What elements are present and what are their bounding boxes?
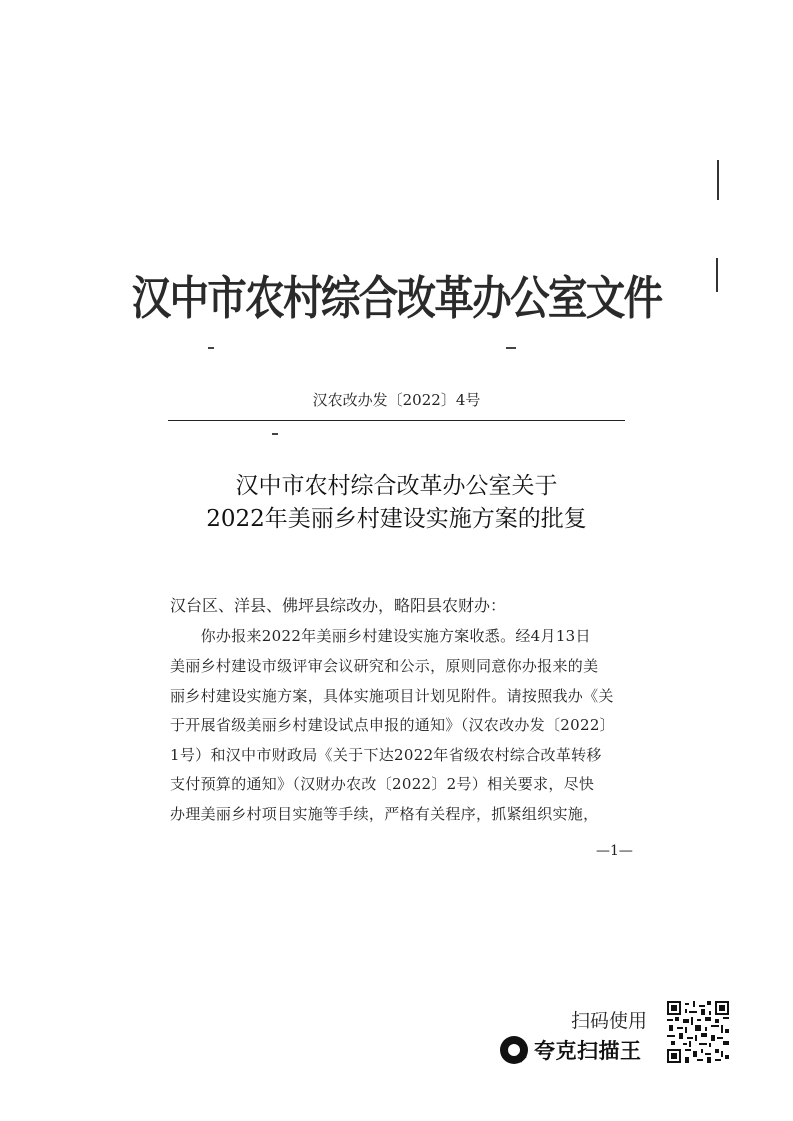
scanner-brand (500, 1035, 642, 1065)
quark-logo-icon (500, 1036, 528, 1064)
document-title-line: 2022年美丽乡村建设实施方案的批复 (206, 506, 587, 532)
body-text-line: 美丽乡村建设市级评审会议研究和公示，原则同意你办报来的美 (170, 657, 599, 675)
salutation: 汉台区、洋县、佛坪县综改办，略阳县农财办： (170, 596, 507, 615)
brand-name: 夸克扫描王 (534, 1039, 642, 1063)
body-text-line: 你办报来2022年美丽乡村建设实施方案收悉。经4月13日 (170, 627, 591, 645)
document-header-title: 汉中市农村综合改革办公室文件 (131, 271, 662, 325)
body-text-line: 办理美丽乡村项目实施等手续，严格有关程序，抓紧组织实施， (170, 805, 599, 823)
body-text-line: 支付预算的通知》（汉财办农改〔2022〕2号）相关要求，尽快 (170, 775, 595, 793)
scan-speck (208, 347, 214, 349)
scan-speck (506, 347, 516, 349)
document-title-line: 汉中市农村综合改革办公室关于 (235, 473, 558, 499)
scan-speck (272, 433, 278, 435)
body-text-line: 1号）和汉中市财政局《关于下达2022年省级农村综合改革转移 (170, 746, 602, 764)
body-text-line: 于开展省级美丽乡村建设试点申报的通知》（汉农改办发〔2022〕 (170, 716, 615, 734)
scan-to-use-label: 扫码使用 (571, 1010, 648, 1032)
body-text-line: 丽乡村建设实施方案，具体实施项目计划见附件。请按照我办《关 (170, 687, 614, 705)
header-divider (168, 420, 625, 421)
qr-code-icon[interactable] (667, 1001, 729, 1063)
document-number: 汉农改办发〔2022〕4号 (312, 391, 481, 409)
page-number: —1— (596, 843, 633, 859)
scan-edge-mark (717, 160, 719, 200)
